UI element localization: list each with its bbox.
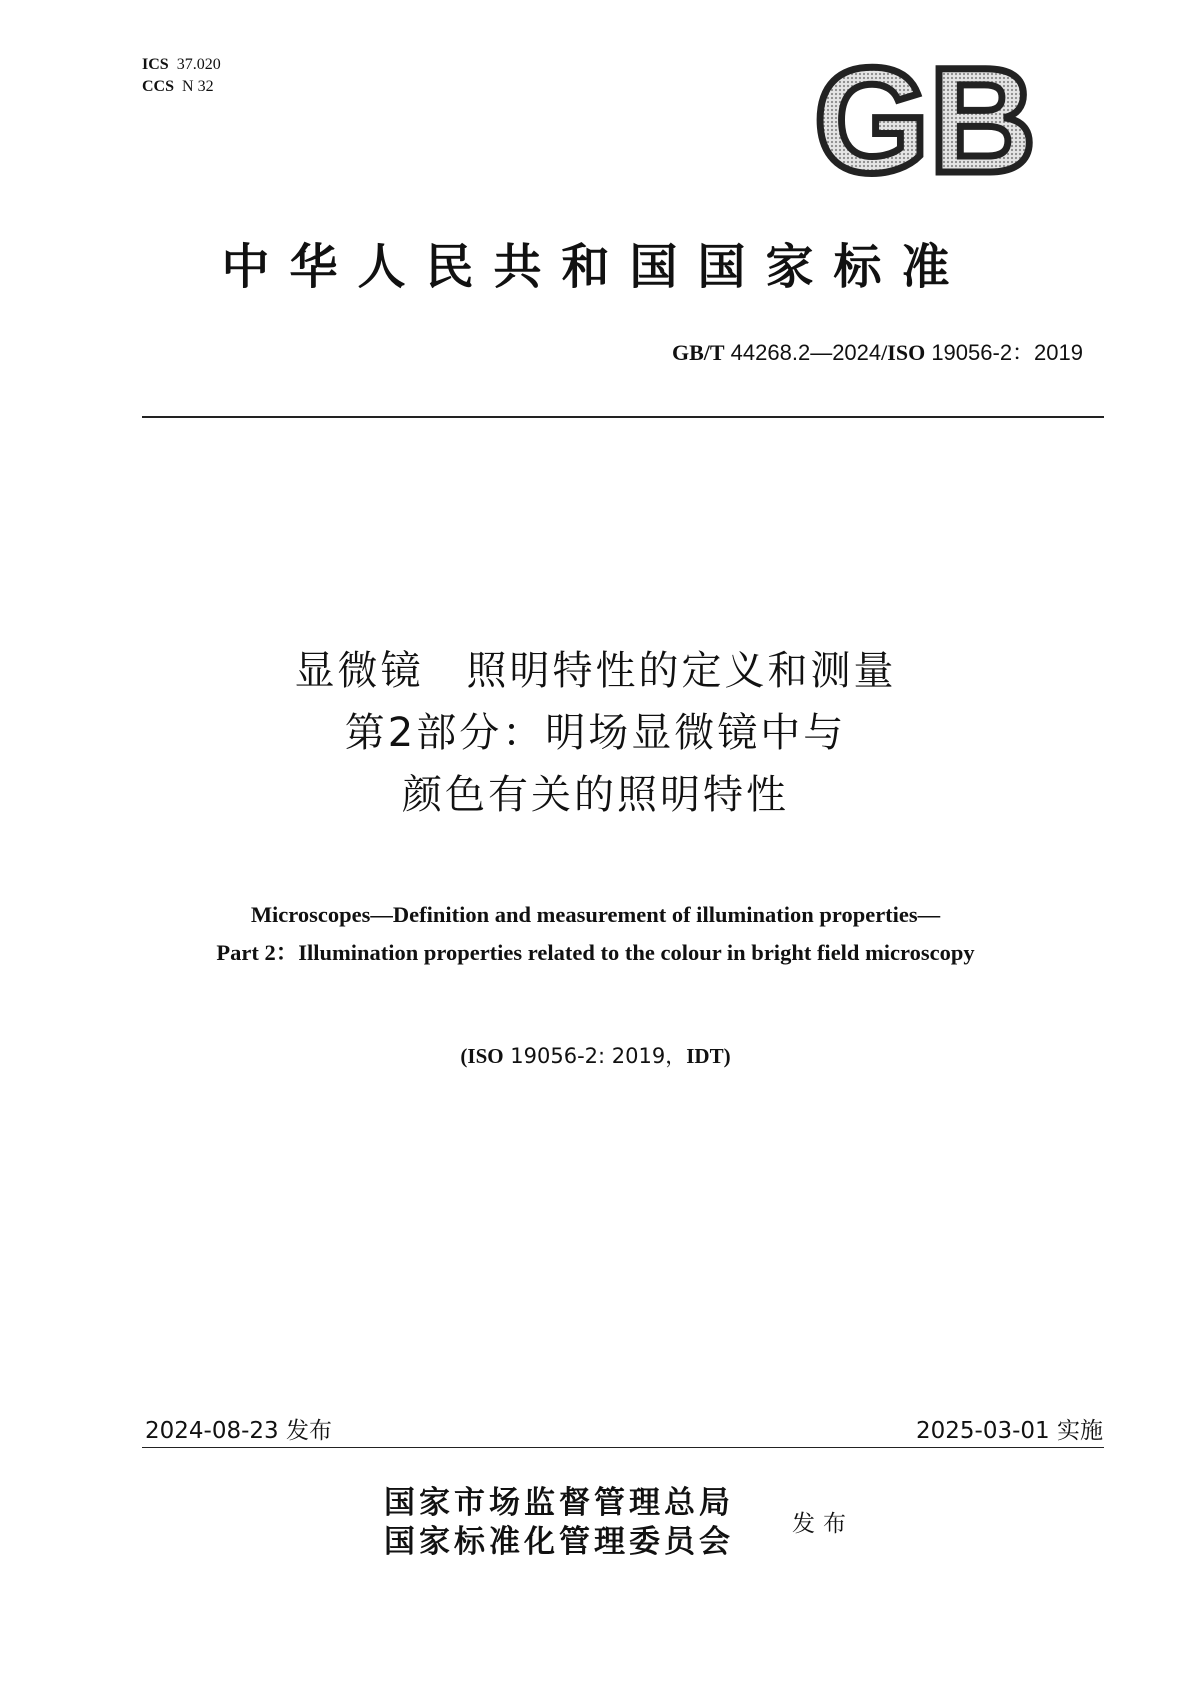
ics-line (142, 54, 221, 76)
publish-label: 发布 (792, 1511, 854, 1537)
std-number-main: 44268.2—2024 (730, 340, 882, 365)
ccs-label: CCS (142, 78, 175, 95)
header-divider (142, 416, 1104, 418)
english-title (0, 896, 1191, 972)
ccs-code: N 32 (182, 78, 214, 95)
zh-title-line-2: 第2部分：明场显微镜中与 (344, 710, 847, 756)
identity-open: (ISO (460, 1044, 504, 1068)
std-iso-label: ISO (887, 340, 926, 365)
en-title-line-2: Part 2：Illumination properties related to the colour in bright field microscopy (216, 940, 975, 965)
std-iso-number: 19056-2：2019 (931, 340, 1083, 365)
zh-title-line-1: 显微镜 照明特性的定义和测量 (294, 648, 897, 694)
implementation-date: 2025-03-01 实施 (916, 1418, 1103, 1444)
ccs-line (142, 76, 221, 98)
publisher-line-2: 国家标准化管理委员会 (384, 1524, 734, 1560)
publisher-line-1: 国家市场监督管理总局 (384, 1485, 734, 1521)
std-prefix: GB/T (671, 340, 725, 365)
standard-number (672, 336, 1083, 367)
std-sep: / (881, 340, 888, 365)
issue-date: 2024-08-23 发布 (145, 1418, 332, 1444)
zh-title-line-3: 颜色有关的照明特性 (402, 772, 789, 818)
gb-logo (810, 60, 1040, 186)
ics-label: ICS (142, 56, 169, 73)
chinese-title (0, 640, 1191, 826)
footer-divider (142, 1447, 1104, 1448)
identity-degree (0, 1040, 1191, 1070)
identity-degree-code: IDT) (686, 1044, 731, 1068)
ics-code: 37.020 (176, 56, 221, 73)
national-standard-title: 中华人民共和国国家标准 (221, 239, 970, 295)
gb-logo-text: GB (814, 60, 1036, 186)
publishers (384, 1484, 734, 1562)
identity-number: 19056-2: 2019， (510, 1044, 687, 1068)
classification-codes (142, 54, 221, 98)
en-title-line-1: Microscopes—Definition and measurement of illumination properties— (250, 902, 941, 927)
